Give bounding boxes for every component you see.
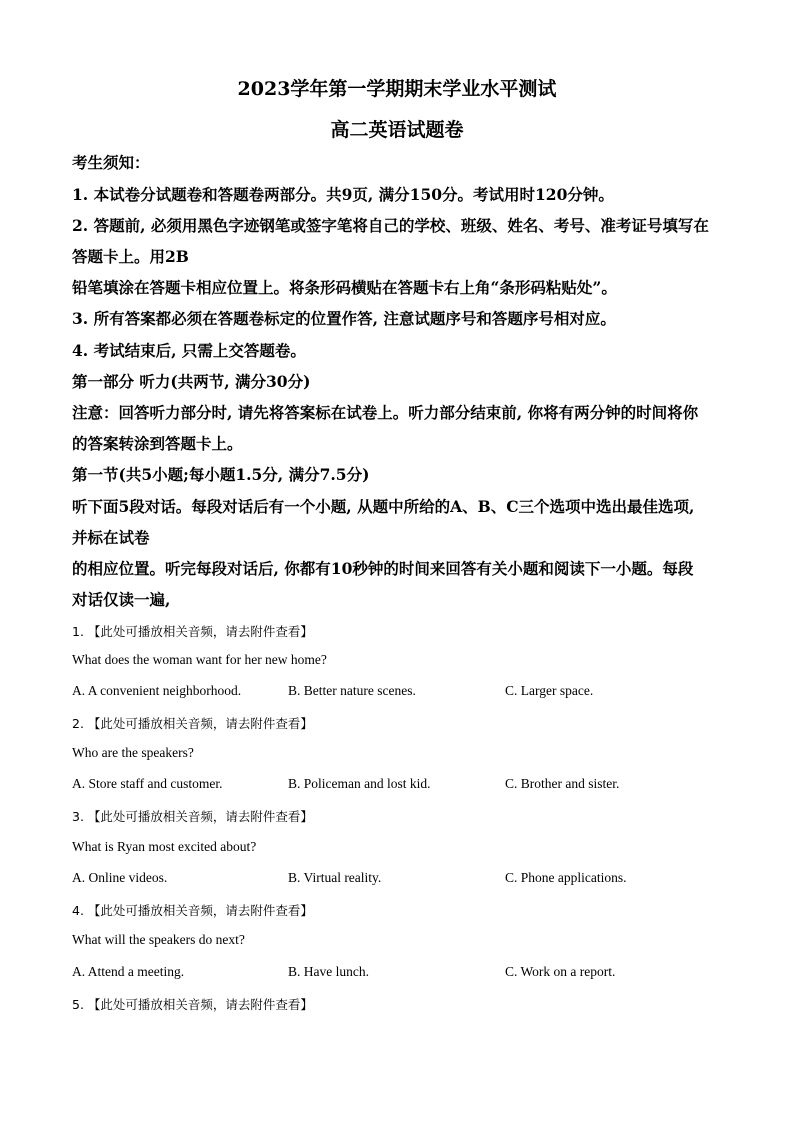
- question-stem-q1: What does the woman want for her new home?: [72, 652, 327, 667]
- option-c-q4: C. Work on a report.: [505, 964, 616, 979]
- option-b-q3: B. Virtual reality.: [288, 870, 382, 885]
- option-c-q2: C. Brother and sister.: [505, 776, 620, 791]
- notice-item-3: 3. 所有答案都必须在答题卷标定的位置作答, 注意试题序号和答题序号相对应。: [72, 309, 616, 328]
- option-a-q1: A. A convenient neighborhood.: [72, 683, 242, 698]
- instructions-line-1: 听下面5段对话。每段对话后有一个小题, 从题中所给的A、B、C三个选项中选出最佳选项,: [72, 497, 695, 516]
- notice-item-2-line-2: 答题卡上。用2B: [72, 247, 189, 266]
- option-a-q3: A. Online videos.: [72, 870, 168, 885]
- option-b-q1: B. Better nature scenes.: [288, 683, 416, 698]
- notice-heading: 考生须知：: [72, 153, 150, 172]
- section1-heading: 第一节(共5小题;每小题1.5分, 满分7.5分): [72, 465, 370, 484]
- option-a-q4: A. Attend a meeting.: [72, 964, 185, 979]
- option-c-q3: C. Phone applications.: [505, 870, 627, 885]
- instructions-line-4: 对话仅读一遍,: [72, 590, 171, 609]
- option-b-q4: B. Have lunch.: [288, 964, 369, 979]
- option-a-q2: A. Store staff and customer.: [72, 776, 223, 791]
- part1-note-line-1: 注意：回答听力部分时, 请先将答案标在试卷上。听力部分结束前, 你将有两分钟的时间将你: [72, 403, 699, 422]
- instructions-line-2: 并标在试卷: [72, 528, 150, 547]
- part1-heading: 第一部分 听力(共两节, 满分30分): [72, 372, 311, 391]
- notice-item-2-line-1: 2. 答题前, 必须用黑色字迹钢笔或签字笔将自己的学校、班级、姓名、考号、准考证号填写在: [72, 216, 709, 235]
- notice-item-4: 4. 考试结束后, 只需上交答题卷。: [72, 341, 306, 360]
- question-stem-q2: Who are the speakers?: [72, 745, 194, 760]
- instructions-line-3: 的相应位置。听完每段对话后, 你都有10秒钟的时间来回答有关小题和阅读下一小题。每段: [72, 559, 694, 578]
- option-b-q2: B. Policeman and lost kid.: [288, 776, 431, 791]
- audio-link-q4[interactable]: 4. 【此处可播放相关音频，请去附件查看】: [72, 903, 313, 918]
- audio-link-q3[interactable]: 3. 【此处可播放相关音频，请去附件查看】: [72, 809, 313, 824]
- question-stem-q4: What will the speakers do next?: [72, 932, 245, 947]
- part1-note-line-2: 的答案转涂到答题卡上。: [72, 434, 243, 453]
- notice-item-2-line-3: 铅笔填涂在答题卡相应位置上。将条形码横贴在答题卡右上角“条形码粘贴处”。: [72, 278, 617, 297]
- exam-title: 2023学年第一学期期末学业水平测试: [237, 78, 557, 100]
- audio-link-q2[interactable]: 2. 【此处可播放相关音频，请去附件查看】: [72, 716, 313, 731]
- notice-item-1: 1. 本试卷分试题卷和答题卷两部分。共9页, 满分150分。考试用时120分钟。: [72, 185, 614, 204]
- exam-subtitle: 高二英语试题卷: [330, 119, 464, 141]
- option-c-q1: C. Larger space.: [505, 683, 594, 698]
- question-stem-q3: What is Ryan most excited about?: [72, 839, 257, 854]
- audio-link-q5[interactable]: 5. 【此处可播放相关音频，请去附件查看】: [72, 997, 313, 1012]
- audio-link-q1[interactable]: 1. 【此处可播放相关音频，请去附件查看】: [72, 624, 313, 639]
